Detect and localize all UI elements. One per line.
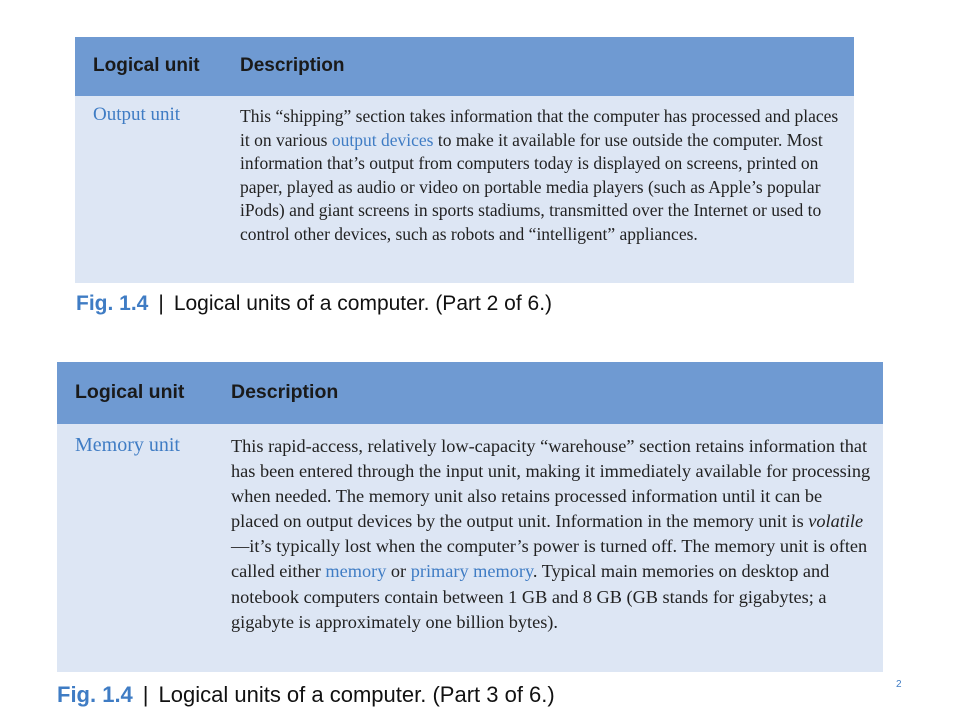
unit-name: Memory unit [75, 434, 180, 456]
description-text: This rapid-access, relatively low-capacity “warehouse” section retains information that has been entered through the input unit, making it immediately available for processing when needed. The memory unit also retains processed information until it can be placed on output devices by the output unit. Information in the memory unit is [231, 436, 871, 532]
description-text: to make it available for use outside the computer. Most information that’s output from computers today is displayed on screens, printed on paper, played as audio or video on portable media players (such as Apple’s popular iPods) and giant screens in sports stadiums, transmitted over the Internet or used to control other devices, such as robots and “intelligent” appliances. [240, 129, 823, 244]
term-link: output devices [331, 129, 434, 150]
memory-unit-table [57, 362, 883, 672]
caption-separator: | [158, 292, 164, 315]
emphasis-text: volatile [808, 511, 864, 532]
header-logical-unit: Logical unit [75, 381, 185, 403]
figure-number: Fig. 1.4 [76, 292, 149, 315]
unit-description [231, 434, 871, 635]
unit-description [240, 105, 840, 247]
table-header [57, 362, 883, 424]
header-description: Description [240, 55, 345, 76]
output-unit-table [75, 37, 854, 283]
caption-separator: | [142, 682, 149, 707]
description-text: . Typical main memories on desktop and notebook computers contain between 1 GB and 8 GB (GB stands for gigabytes; a gigabyte is approximately one billion bytes). [231, 561, 830, 632]
description-text: or [386, 561, 411, 582]
term-link: memory [325, 561, 387, 582]
header-description: Description [231, 381, 339, 403]
description-text: This “shipping” section takes information that the computer has processed and places it on various [240, 106, 839, 150]
caption-text: Logical units of a computer. (Part 3 of 6.) [158, 682, 555, 707]
table-header [75, 37, 854, 96]
caption-text: Logical units of a computer. (Part 2 of 6.) [173, 292, 553, 315]
header-logical-unit: Logical unit [93, 55, 200, 76]
slide-number: 2 [896, 679, 902, 690]
figure-caption [57, 682, 555, 708]
figure-number: Fig. 1.4 [57, 682, 133, 707]
term-link: primary memory [410, 561, 533, 582]
figure-caption [76, 292, 552, 316]
unit-name: Output unit [93, 104, 181, 125]
description-text: —it’s typically lost when the computer’s power is turned off. The memory unit is often called either [231, 536, 868, 582]
